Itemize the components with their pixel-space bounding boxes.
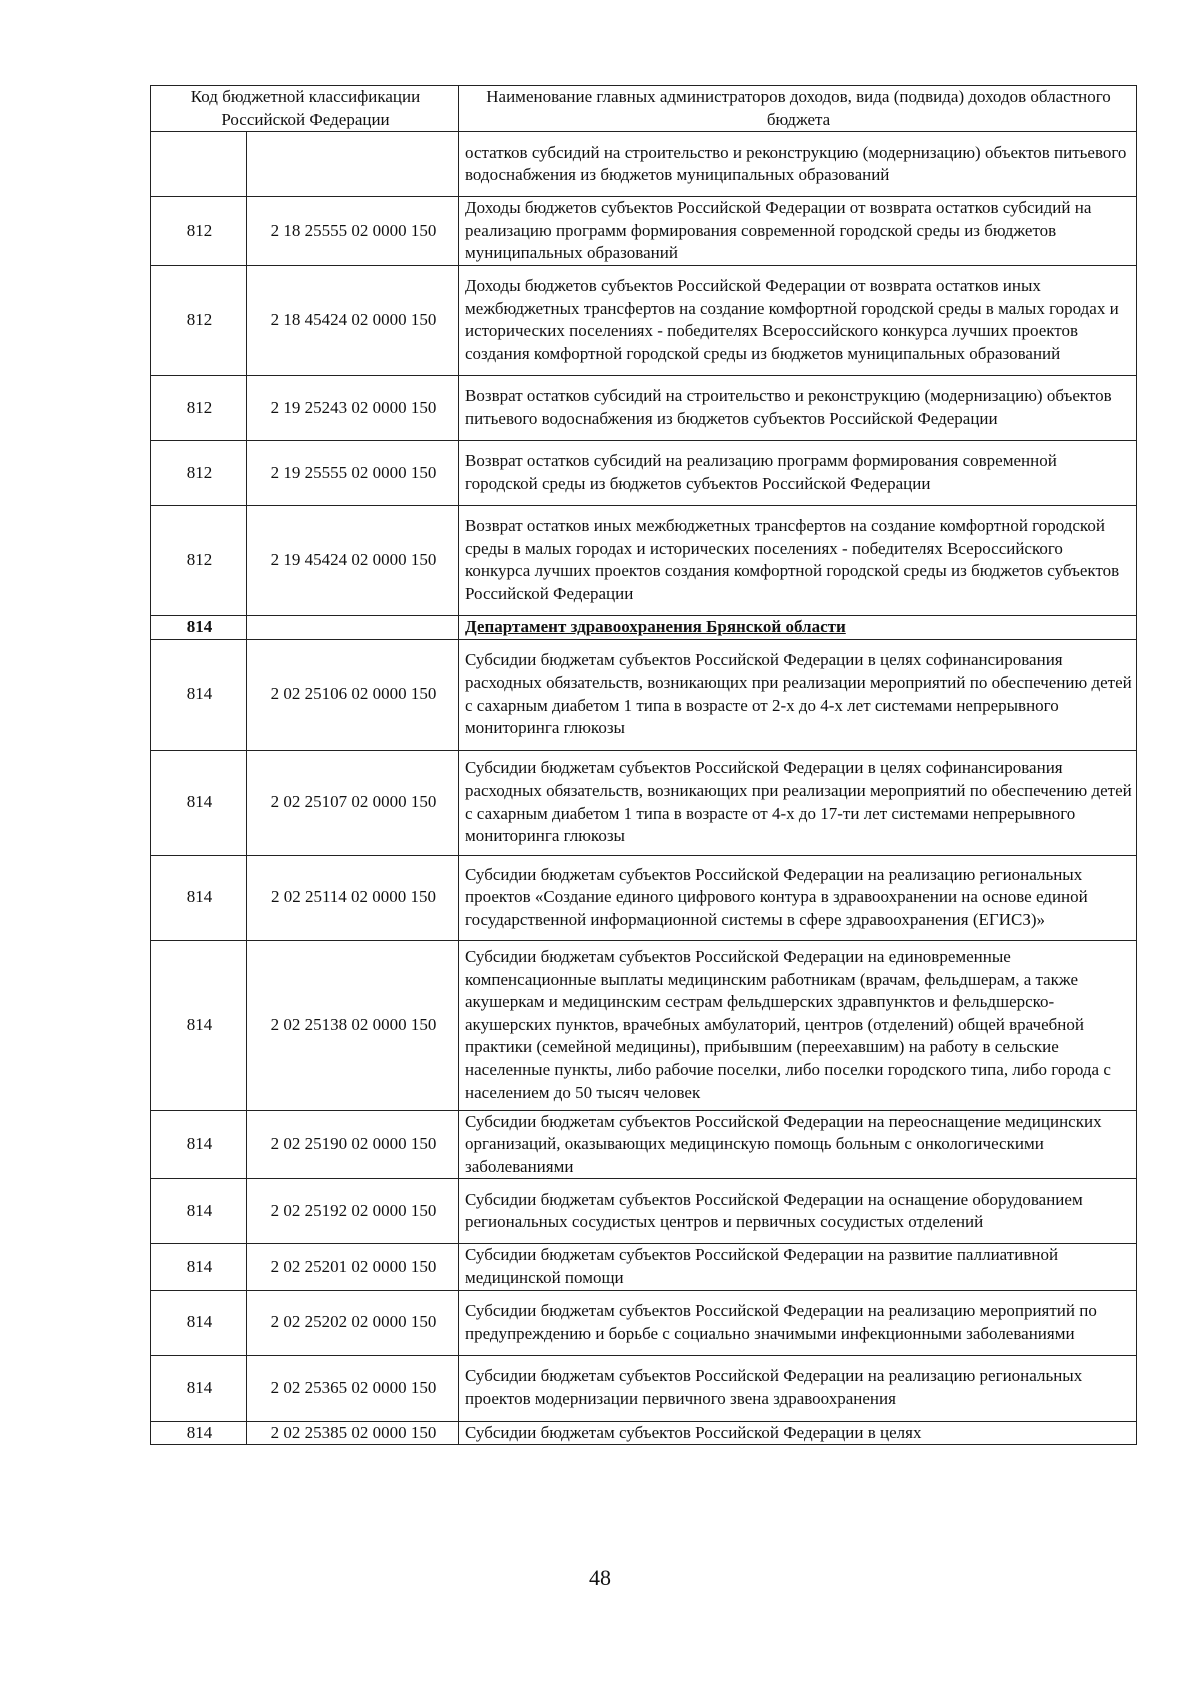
cell-administrator-code: 814	[151, 855, 247, 940]
cell-revenue-name: Субсидии бюджетам субъектов Российской Федерации в целях софинансирования расходных обязательств, возникающих при реализации мероприятий по обеспечению детей с сахарным диабетом 1 типа в возрасте от 4-х до 17-ти лет системами непрерывного мониторинга глюкозы	[459, 750, 1137, 855]
cell-administrator-code: 814	[151, 940, 247, 1110]
header-administrator-name: Наименование главных администраторов доходов, вида (подвида) доходов областного бюджета	[459, 86, 1137, 132]
table-row	[151, 639, 1137, 750]
cell-administrator-code: 814	[151, 750, 247, 855]
cell-revenue-code: 2 02 25385 02 0000 150	[247, 1421, 459, 1445]
revenue-administrators-table	[150, 85, 1137, 1445]
cell-administrator-code: 814	[151, 639, 247, 750]
table-row	[151, 375, 1137, 440]
cell-department-name: Департамент здравоохранения Брянской области	[459, 615, 1137, 639]
cell-revenue-name: Возврат остатков субсидий на строительство и реконструкцию (модернизацию) объектов питьевого водоснабжения из бюджетов субъектов Российской Федерации	[459, 375, 1137, 440]
table-row	[151, 1244, 1137, 1290]
table-row	[151, 505, 1137, 615]
table-row	[151, 855, 1137, 940]
cell-revenue-name: Субсидии бюджетам субъектов Российской Федерации на реализацию региональных проектов «Создание единого цифрового контура в здравоохранении на основе единой государственной информационной системы в сфере здравоохранения (ЕГИСЗ)»	[459, 855, 1137, 940]
cell-administrator-code: 812	[151, 197, 247, 266]
cell-revenue-code: 2 02 25365 02 0000 150	[247, 1355, 459, 1421]
document-page	[150, 85, 1136, 1445]
cell-administrator-code: 814	[151, 1355, 247, 1421]
cell-administrator-code: 814	[151, 615, 247, 639]
cell-administrator-code: 812	[151, 505, 247, 615]
cell-revenue-code: 2 02 25114 02 0000 150	[247, 855, 459, 940]
table-row	[151, 440, 1137, 505]
table-row	[151, 1290, 1137, 1355]
cell-revenue-name: Субсидии бюджетам субъектов Российской Федерации на единовременные компенсационные выплаты медицинским работникам (врачам, фельдшерам, а также акушеркам и медицинским сестрам фельдшерских здравпунктов и фельдшерско-акушерских пунктов, врачебных амбулаторий, центров (отделений) общей врачебной практики (семейной медицины), прибывшим (переехавшим) на работу в сельские населенные пункты, либо рабочие поселки, либо поселки городского типа, либо города с населением до 50 тысяч человек	[459, 940, 1137, 1110]
cell-revenue-name: Возврат остатков иных межбюджетных трансфертов на создание комфортной городской среды в малых городах и исторических поселениях - победителях Всероссийского конкурса лучших проектов создания комфортной городской среды из бюджетов субъектов Российской Федерации	[459, 505, 1137, 615]
table-row	[151, 1355, 1137, 1421]
cell-administrator-code: 814	[151, 1244, 247, 1290]
table-row	[151, 197, 1137, 266]
cell-revenue-code: 2 02 25190 02 0000 150	[247, 1110, 459, 1179]
cell-revenue-name: Субсидии бюджетам субъектов Российской Федерации на реализацию региональных проектов модернизации первичного звена здравоохранения	[459, 1355, 1137, 1421]
cell-revenue-name: Субсидии бюджетам субъектов Российской Федерации на переоснащение медицинских организаций, оказывающих медицинскую помощь больным с онкологическими заболеваниями	[459, 1110, 1137, 1179]
cell-revenue-code: 2 18 45424 02 0000 150	[247, 265, 459, 375]
table-row	[151, 265, 1137, 375]
cell-administrator-code: 812	[151, 265, 247, 375]
cell-revenue-name: Доходы бюджетов субъектов Российской Федерации от возврата остатков иных межбюджетных трансфертов на создание комфортной городской среды в малых городах и исторических поселениях - победителях Всероссийского конкурса лучших проектов создания комфортной городской среды из бюджетов муниципальных образований	[459, 265, 1137, 375]
cell-revenue-name: Субсидии бюджетам субъектов Российской Федерации в целях	[459, 1421, 1137, 1445]
table-row	[151, 1110, 1137, 1179]
cell-administrator-code: 812	[151, 440, 247, 505]
department-row	[151, 615, 1137, 639]
cell-revenue-name: Доходы бюджетов субъектов Российской Федерации от возврата остатков субсидий на реализацию программ формирования современной городской среды из бюджетов муниципальных образований	[459, 197, 1137, 266]
cell-revenue-code	[247, 132, 459, 197]
cell-revenue-code	[247, 615, 459, 639]
cell-revenue-name: Субсидии бюджетам субъектов Российской Федерации в целях софинансирования расходных обязательств, возникающих при реализации мероприятий по обеспечению детей с сахарным диабетом 1 типа в возрасте от 2-х до 4-х лет системами непрерывного мониторинга глюкозы	[459, 639, 1137, 750]
table-header-row	[151, 86, 1137, 132]
cell-administrator-code: 814	[151, 1179, 247, 1244]
cell-revenue-code: 2 19 45424 02 0000 150	[247, 505, 459, 615]
page-number: 48	[589, 1565, 611, 1590]
cell-administrator-code	[151, 132, 247, 197]
table-row	[151, 1179, 1137, 1244]
cell-revenue-code: 2 02 25192 02 0000 150	[247, 1179, 459, 1244]
cell-revenue-code: 2 02 25202 02 0000 150	[247, 1290, 459, 1355]
cell-revenue-code: 2 02 25106 02 0000 150	[247, 639, 459, 750]
cell-revenue-code: 2 02 25201 02 0000 150	[247, 1244, 459, 1290]
cell-administrator-code: 814	[151, 1110, 247, 1179]
cell-administrator-code: 814	[151, 1290, 247, 1355]
cell-administrator-code: 812	[151, 375, 247, 440]
cell-revenue-name: остатков субсидий на строительство и реконструкцию (модернизацию) объектов питьевого водоснабжения из бюджетов муниципальных образований	[459, 132, 1137, 197]
table-row	[151, 132, 1137, 197]
cell-revenue-code: 2 19 25243 02 0000 150	[247, 375, 459, 440]
cell-revenue-name: Возврат остатков субсидий на реализацию программ формирования современной городской среды из бюджетов субъектов Российской Федерации	[459, 440, 1137, 505]
cell-revenue-code: 2 02 25107 02 0000 150	[247, 750, 459, 855]
cell-revenue-name: Субсидии бюджетам субъектов Российской Федерации на реализацию мероприятий по предупреждению и борьбе с социально значимыми инфекционными заболеваниями	[459, 1290, 1137, 1355]
cell-revenue-code: 2 18 25555 02 0000 150	[247, 197, 459, 266]
table-row	[151, 750, 1137, 855]
cell-revenue-code: 2 02 25138 02 0000 150	[247, 940, 459, 1110]
table-row	[151, 1421, 1137, 1445]
table-row	[151, 940, 1137, 1110]
header-code-classification: Код бюджетной классификации Российской Федерации	[151, 86, 459, 132]
cell-revenue-name: Субсидии бюджетам субъектов Российской Федерации на развитие паллиативной медицинской помощи	[459, 1244, 1137, 1290]
cell-revenue-name: Субсидии бюджетам субъектов Российской Федерации на оснащение оборудованием региональных сосудистых центров и первичных сосудистых отделений	[459, 1179, 1137, 1244]
cell-administrator-code: 814	[151, 1421, 247, 1445]
cell-revenue-code: 2 19 25555 02 0000 150	[247, 440, 459, 505]
